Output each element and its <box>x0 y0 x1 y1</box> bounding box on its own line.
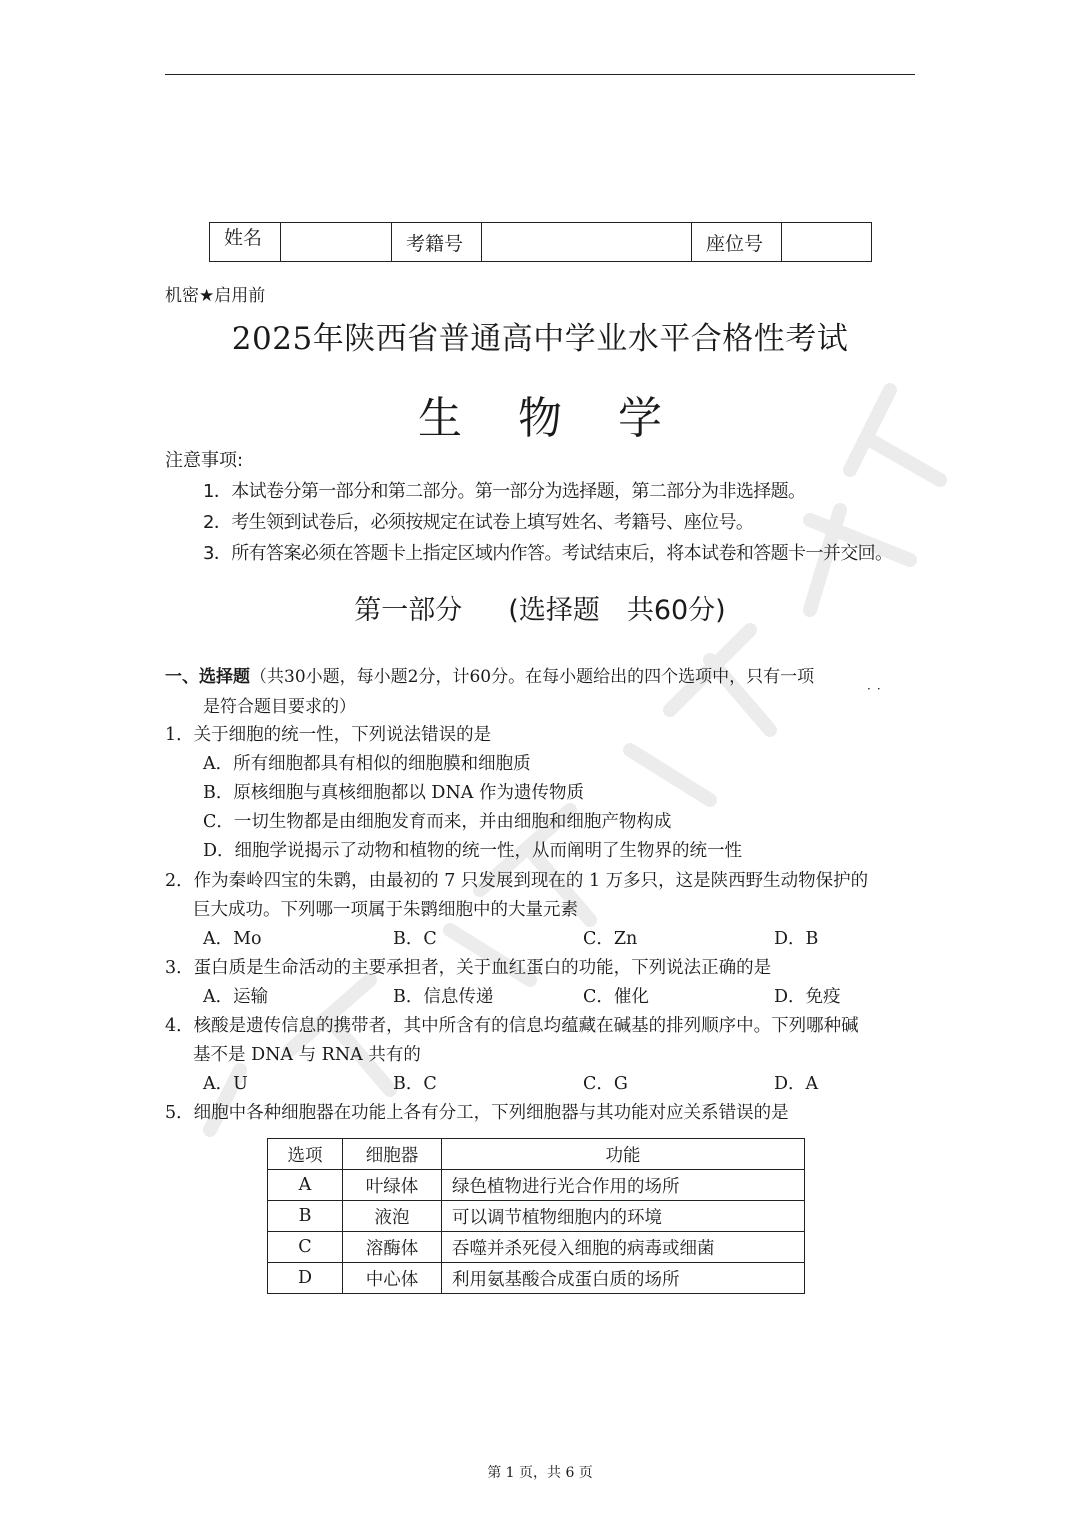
question-4-stem-cont: 基不是 DNA 与 RNA 共有的 <box>193 1045 421 1065</box>
table-cell: 可以调节植物细胞内的环境 <box>442 1201 805 1232</box>
question-1-stem: 1．关于细胞的统一性，下列说法错误的是 <box>165 725 492 745</box>
table-cell: 中心体 <box>343 1263 442 1294</box>
table-row <box>268 1232 805 1263</box>
part-heading <box>0 588 1080 627</box>
exam-id-field[interactable] <box>482 223 692 261</box>
section-heading <box>165 662 814 687</box>
part-name: 第一部分 <box>354 595 463 626</box>
subject-char: 学 <box>618 393 662 444</box>
name-label: 姓名 <box>210 223 281 261</box>
question-4-stem: 4．核酸是遗传信息的携带者，其中所含有的信息均蕴藏在碱基的排列顺序中。下列哪种碱 <box>165 1016 859 1036</box>
q3-option-b: B．信息传递 <box>393 987 494 1007</box>
top-rule <box>165 74 915 75</box>
seat-label: 座位号 <box>692 223 782 261</box>
table-header: 功能 <box>442 1139 805 1170</box>
table-cell: 吞噬并杀死侵入细胞的病毒或细菌 <box>442 1232 805 1263</box>
question-5-stem: 5．细胞中各种细胞器在功能上各有分工，下列细胞器与其功能对应关系错误的是 <box>165 1103 789 1123</box>
exam-id-label: 考籍号 <box>392 223 482 261</box>
table-row <box>268 1263 805 1294</box>
notice-item: 1．本试卷分第一部分和第二部分。第一部分为选择题，第二部分为非选择题。 <box>203 481 806 502</box>
table-header: 选项 <box>268 1139 343 1170</box>
confidential-mark: 机密★启用前 <box>165 286 266 306</box>
organelle-table <box>267 1138 805 1294</box>
table-cell: C <box>268 1232 343 1263</box>
table-cell: 液泡 <box>343 1201 442 1232</box>
q2-option-a: A．Mo <box>203 929 262 949</box>
section-desc-cont: 是符合题目要求的） <box>203 697 356 717</box>
question-2-stem-cont: 巨大成功。下列哪一项属于朱鹮细胞中的大量元素 <box>193 900 578 920</box>
section-label: 一、选择题 <box>165 667 250 687</box>
q4-option-c: C．G <box>583 1074 628 1094</box>
notice-heading: 注意事项: <box>165 450 244 471</box>
q4-option-b: B．C <box>393 1074 437 1094</box>
q1-option-c: C．一切生物都是由细胞发育而来，并由细胞和细胞产物构成 <box>203 812 672 832</box>
name-field[interactable] <box>281 223 392 261</box>
q2-option-d: D．B <box>774 929 819 949</box>
table-row <box>268 1170 805 1201</box>
seat-field[interactable] <box>782 223 870 261</box>
q4-option-d: D．A <box>774 1074 819 1094</box>
candidate-info-table <box>209 222 872 262</box>
table-cell: 溶酶体 <box>343 1232 442 1263</box>
subject-title <box>0 382 1080 446</box>
table-cell: 绿色植物进行光合作用的场所 <box>442 1170 805 1201</box>
q3-option-c: C．催化 <box>583 987 649 1007</box>
table-header-row <box>268 1139 805 1170</box>
subject-char: 生 <box>418 393 462 444</box>
table-cell: 叶绿体 <box>343 1170 442 1201</box>
q2-option-b: B．C <box>393 929 437 949</box>
q1-option-a: A．所有细胞都具有相似的细胞膜和细胞质 <box>203 754 531 774</box>
q2-option-c: C．Zn <box>583 929 638 949</box>
question-2-stem: 2．作为秦岭四宝的朱鹮，由最初的 7 只发展到现在的 1 万多只，这是陕西野生动物保护的 <box>165 871 869 891</box>
exam-title: 2025年陕西省普通高中学业水平合格性考试 <box>231 321 849 357</box>
table-header: 细胞器 <box>343 1139 442 1170</box>
notice-item: 3．所有答案必须在答题卡上指定区域内作答。考试结束后，将本试卷和答题卡一并交回。 <box>203 543 893 564</box>
q1-option-b: B．原核细胞与真核细胞都以 DNA 作为遗传物质 <box>203 783 584 803</box>
q3-option-a: A．运输 <box>203 987 269 1007</box>
part-detail: (选择题 共60分) <box>508 595 726 626</box>
section-desc: （共30小题，每小题2分，计60分。在每小题给出的四个选项中，只有一项 <box>250 667 815 687</box>
notice-item: 2．考生领到试卷后，必须按规定在试卷上填写姓名、考籍号、座位号。 <box>203 512 754 533</box>
table-cell: D <box>268 1263 343 1294</box>
table-row <box>268 1201 805 1232</box>
q1-option-d: D．细胞学说揭示了动物和植物的统一性，从而阐明了生物界的统一性 <box>203 841 743 861</box>
question-3-stem: 3．蛋白质是生命活动的主要承担者，关于血红蛋白的功能，下列说法正确的是 <box>165 958 772 978</box>
table-cell: 利用氨基酸合成蛋白质的场所 <box>442 1263 805 1294</box>
table-cell: B <box>268 1201 343 1232</box>
q3-option-d: D．免疫 <box>774 987 841 1007</box>
table-cell: A <box>268 1170 343 1201</box>
q4-option-a: A．U <box>203 1074 248 1094</box>
subject-char: 物 <box>518 393 562 444</box>
emphasis-dots: ·· <box>867 682 887 696</box>
page-footer: 第 1 页，共 6 页 <box>487 1465 593 1481</box>
